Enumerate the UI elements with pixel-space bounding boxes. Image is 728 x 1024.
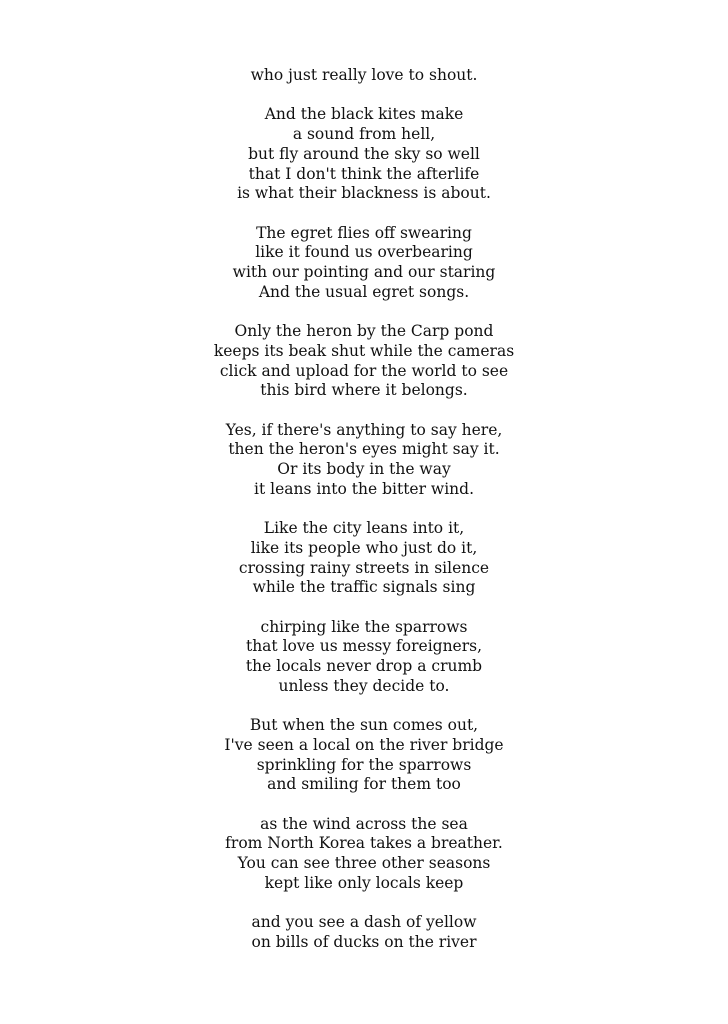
poem-line: and smiling for them too [267,775,461,794]
poem-line: while the traffic signals sing [252,578,476,597]
poem-line: this bird where it belongs. [260,381,468,400]
poem-line: and you see a dash of yellow [251,913,477,932]
poem-line: Only the heron by the Carp pond [234,322,494,341]
poem-line: like it found us overbearing [255,243,473,262]
poem-line: like its people who just do it, [250,538,478,557]
poem-line: unless they decide to. [278,676,450,695]
poem-line: I've seen a local on the river bridge [224,735,504,754]
stanza-6 [0,519,728,598]
poem-line: crossing rainy streets in silence [238,558,490,577]
stanza-5 [0,421,728,500]
poem-line: from North Korea takes a breather. [225,834,503,853]
poem-line: the locals never drop a crumb [245,657,483,675]
poem-line: then the heron's eyes might say it. [228,440,500,459]
poem-line: that love us messy foreigners, [245,637,483,656]
poem-line: is what their blackness is about. [237,184,491,203]
stanza-8 [0,716,728,795]
stanza-1 [0,66,728,86]
poem-line: with our pointing and our staring [232,263,496,281]
stanza-3 [0,224,728,303]
poem-line: And the black kites make [264,105,464,124]
poem-line: sprinkling for the sparrows [256,755,472,774]
poem-line: but fly around the sky so well [248,144,480,163]
poem-line: You can see three other seasons [237,854,491,872]
poem-line: it leans into the bitter wind. [254,479,474,498]
poem-line: click and upload for the world to see [219,361,509,380]
poem-line: a sound from hell, [292,125,436,144]
poem-line: But when the sun comes out, [249,716,479,735]
stanza-9 [0,815,728,894]
poem-line: as the wind across the sea [260,814,468,833]
poem-line: that I don't think the afterlife [248,164,480,183]
poem-line: Like the city leans into it, [263,519,465,538]
poem-line: keeps its beak shut while the cameras [213,341,515,360]
poem-line: Or its body in the way [277,460,451,478]
poem-line: kept like only locals keep [264,873,464,892]
poem-line: chirping like the sparrows [260,617,468,636]
poem-page [0,66,728,972]
stanza-4 [0,322,728,401]
poem-line: The egret flies off swearing [256,223,472,242]
poem-line: Yes, if there's anything to say here, [225,420,503,439]
poem-line: on bills of ducks on the river [251,932,477,951]
poem-line: who just really love to shout. [250,66,478,84]
stanza-7 [0,618,728,697]
stanza-2 [0,105,728,204]
stanza-10 [0,913,728,952]
poem-line: And the usual egret songs. [258,282,470,301]
